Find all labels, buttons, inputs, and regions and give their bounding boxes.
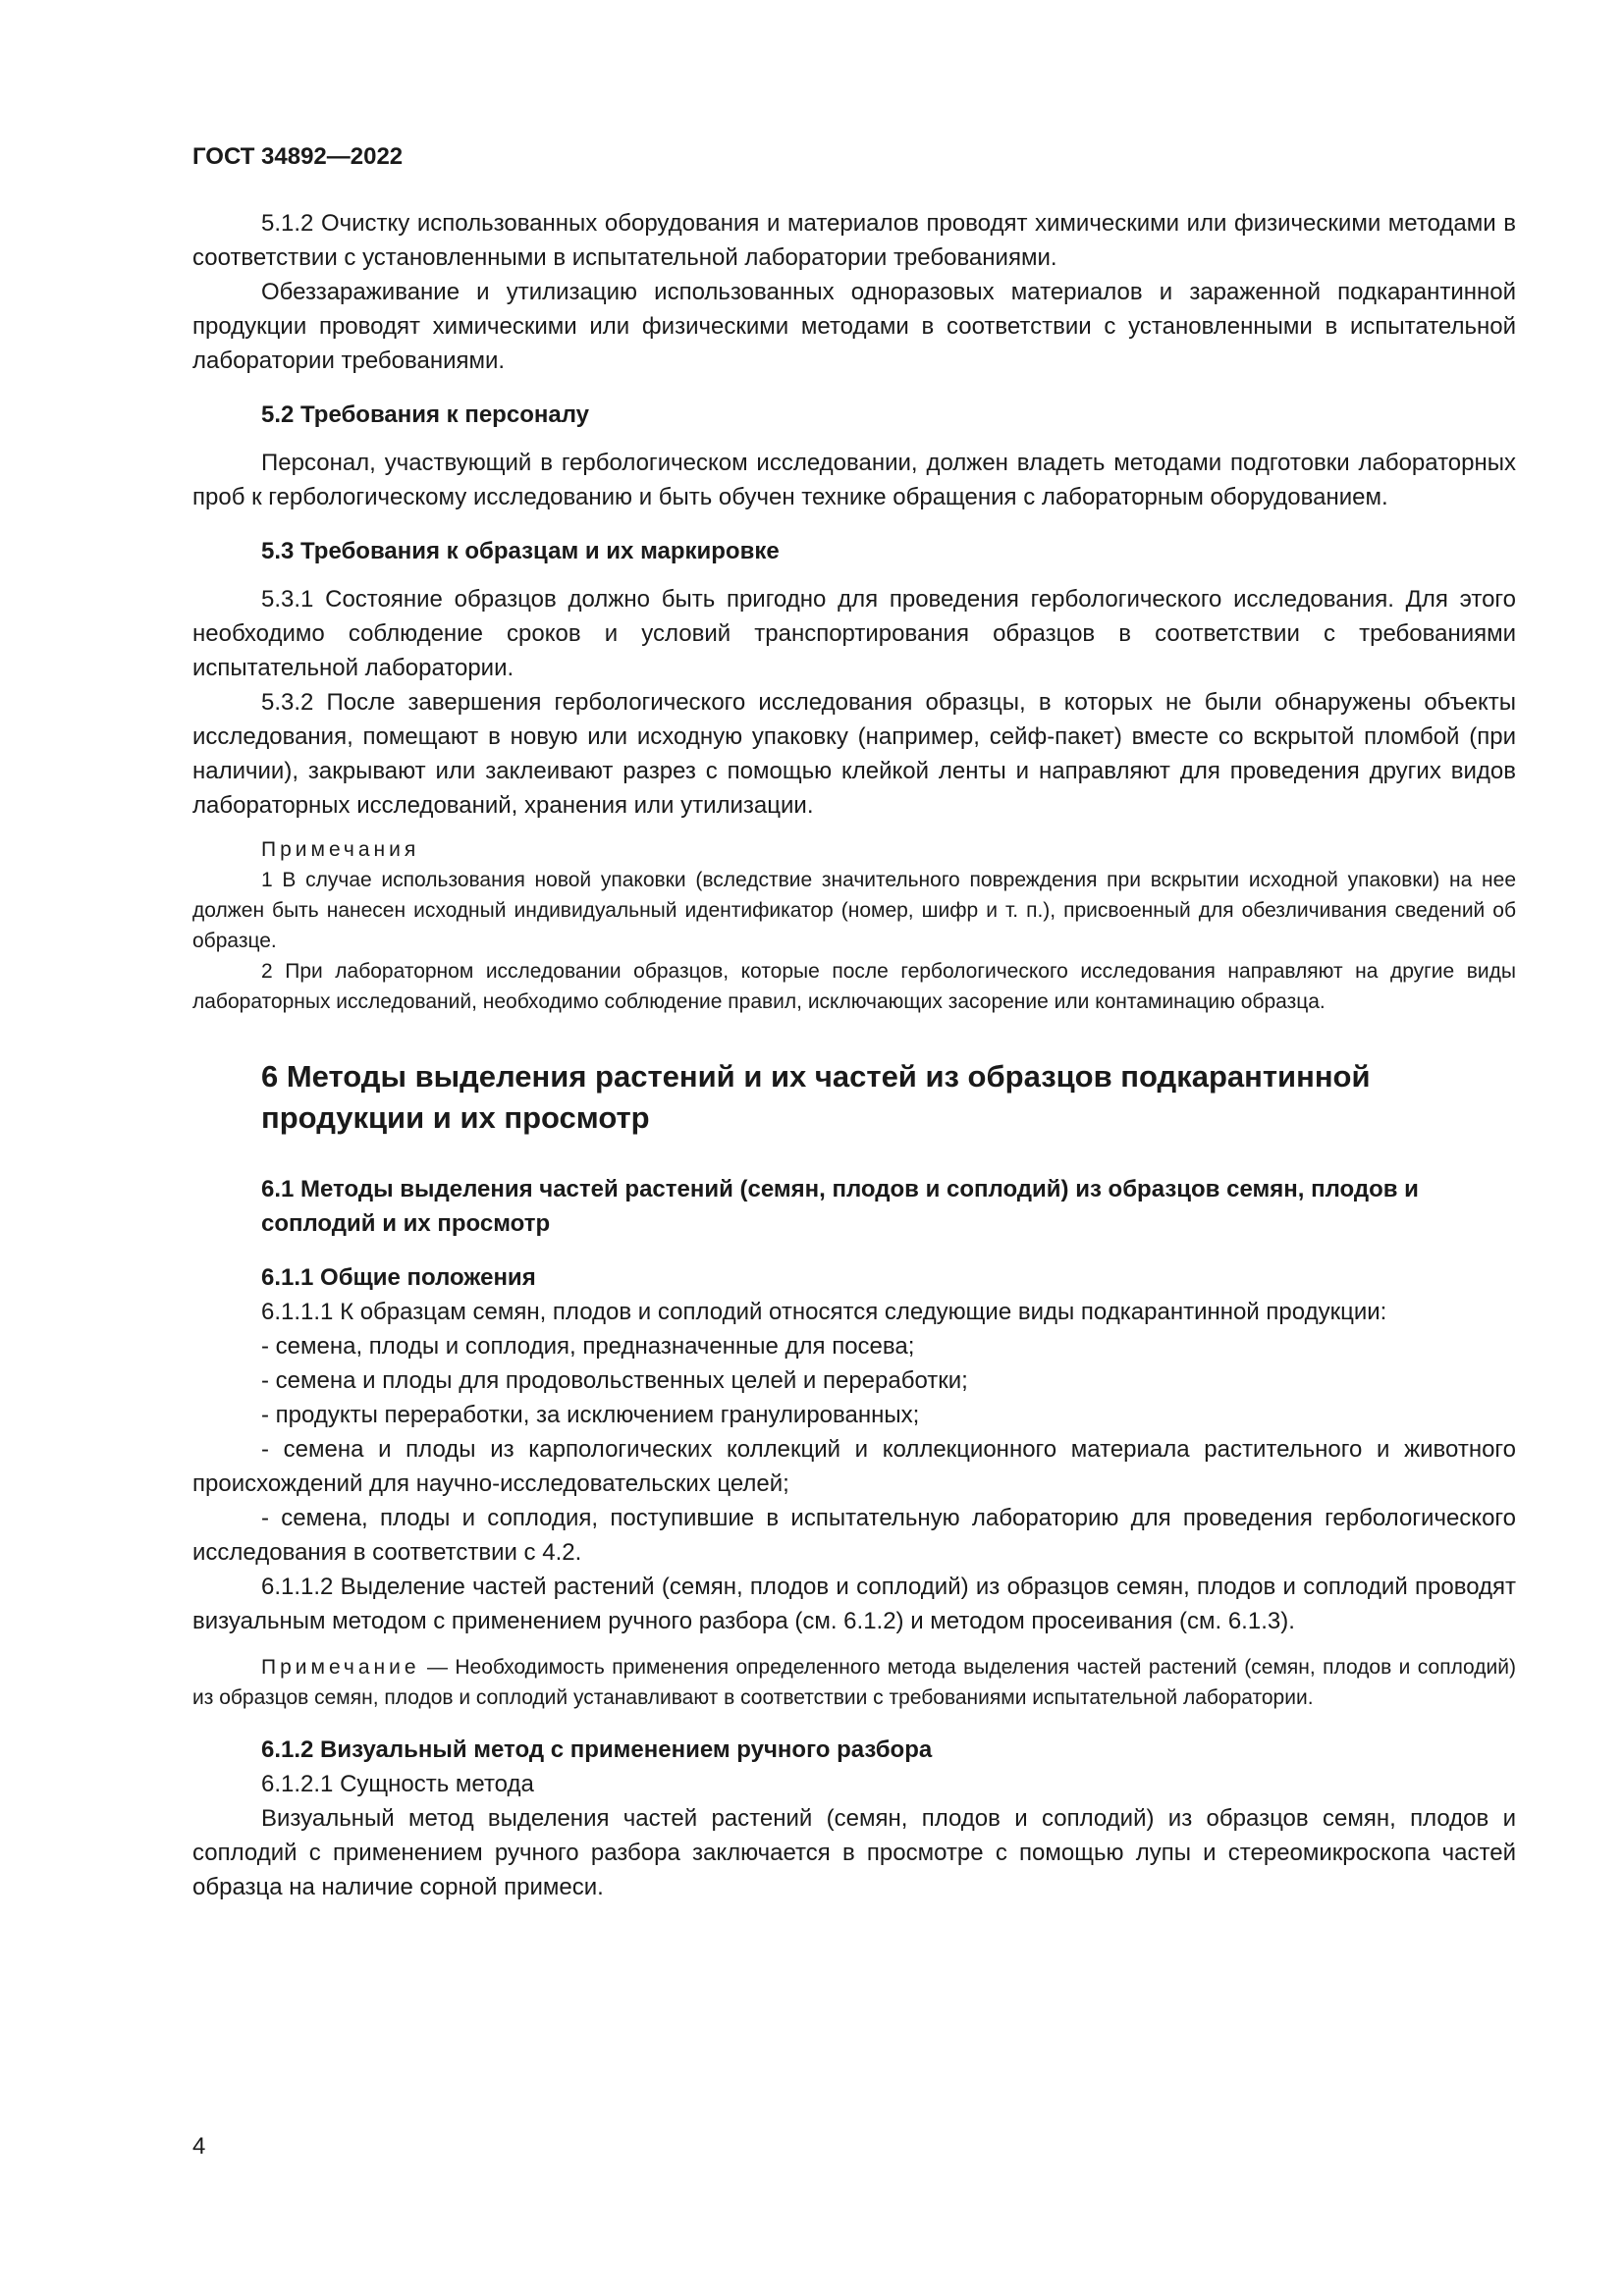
paragraph-5-2: Персонал, участвующий в гербологическом исследовании, должен владеть методами подготовки лабораторных проб к гербологическому исследованию и быть обучен технике обращения с лабораторным оборудованием. [192, 450, 1516, 510]
heading-6-1-1: 6.1.1 Общие положения [261, 1264, 536, 1291]
list-item: - семена, плоды и соплодия, поступившие в испытательную лабораторию для проведения гербологического исследования в соответствии с 4.2. [192, 1505, 1516, 1566]
list-item: - продукты переработки, за исключением гранулированных; [261, 1402, 920, 1428]
paragraph-5-3-1: 5.3.1 Состояние образцов должно быть пригодно для проведения гербологического исследования. Для этого необходимо соблюдение сроков и условий транспортирования образцов в соответствии с требованиями испытательной лаборатории. [192, 586, 1516, 681]
section-6-title: 6 Методы выделения растений и их частей из образцов подкарантинной продукции и их просмотр [261, 1059, 1371, 1135]
note-single [192, 1652, 1516, 1713]
note-1: 1 В случае использования новой упаковки (вследствие значительного повреждения при вскрытии исходной упаковки) на нее должен быть нанесен исходный индивидуальный идентификатор (номер, шифр и т. п.), присвоенный для обезличивания сведений об образце. [192, 869, 1516, 952]
paragraph-5-1-2-disinfection: Обеззараживание и утилизацию использованных одноразовых материалов и зараженной подкарантинной продукции проводят химическими или физическими методами в соответствии с установленными в испытательной лаборатории требованиями. [192, 279, 1516, 374]
list-item: - семена, плоды и соплодия, предназначенные для посева; [261, 1333, 915, 1360]
paragraph-5-3-2: 5.3.2 После завершения гербологического исследования образцы, в которых не были обнаружены объекты исследования, помещают в новую или исходную упаковку (например, сейф-пакет) вместе со вскрытой пломбой (при наличии), закрывают или заклеивают разрез с помощью клейкой ленты и направляют для проведения других видов лабораторных исследований, хранения или утилизации. [192, 689, 1516, 819]
note-label: Примечание [261, 1656, 420, 1679]
heading-6-1-2: 6.1.2 Визуальный метод с применением ручного разбора [261, 1736, 933, 1763]
heading-6-1: 6.1 Методы выделения частей растений (семян, плодов и соплодий) из образцов семян, плодов и соплодий и их просмотр [261, 1176, 1419, 1237]
paragraph-5-1-2: 5.1.2 Очистку использованных оборудования и материалов проводят химическими или физическими методами в соответствии с установленными в испытательной лаборатории требованиями. [192, 210, 1516, 271]
page-number: 4 [192, 2133, 206, 2160]
heading-5-3: 5.3 Требования к образцам и их маркировке [261, 538, 780, 564]
paragraph-6-1-1-1: 6.1.1.1 К образцам семян, плодов и соплодий относятся следующие виды подкарантинной продукции: [261, 1299, 1387, 1325]
paragraph-6-1-1-2: 6.1.1.2 Выделение частей растений (семян, плодов и соплодий) из образцов семян, плодов и соплодий проводят визуальным методом с применением ручного разбора (см. 6.1.2) и методом просеивания (см. 6.1.3). [192, 1574, 1516, 1634]
list-item: - семена и плоды из карпологических коллекций и коллекционного материала растительного и животного происхождений для научно-исследовательских целей; [192, 1436, 1516, 1497]
notes-title: Примечания [261, 838, 420, 861]
note-2: 2 При лабораторном исследовании образцов, которые после гербологического исследования направляют на другие виды лабораторных исследований, необходимо соблюдение правил, исключающих засорение или контаминацию образца. [192, 960, 1516, 1013]
document-page [192, 143, 1516, 1904]
document-header: ГОСТ 34892—2022 [192, 143, 404, 170]
list-item: - семена и плоды для продовольственных целей и переработки; [261, 1367, 968, 1394]
note-text: — Необходимость применения определенного метода выделения частей растений (семян, плодов и соплодий) из образцов семян, плодов и соплодий устанавливают в соответствии с требованиями испытательной лаборатории. [192, 1656, 1516, 1709]
paragraph-6-1-2-1: 6.1.2.1 Сущность метода [261, 1771, 534, 1797]
notes-block [192, 834, 1516, 1017]
paragraph-6-1-2-1-body: Визуальный метод выделения частей растений (семян, плодов и соплодий) из образцов семян, плодов и соплодий с применением ручного разбора заключается в просмотре с помощью лупы и стереомикроскопа частей образца на наличие сорной примеси. [192, 1805, 1516, 1900]
heading-5-2: 5.2 Требования к персоналу [261, 401, 589, 428]
